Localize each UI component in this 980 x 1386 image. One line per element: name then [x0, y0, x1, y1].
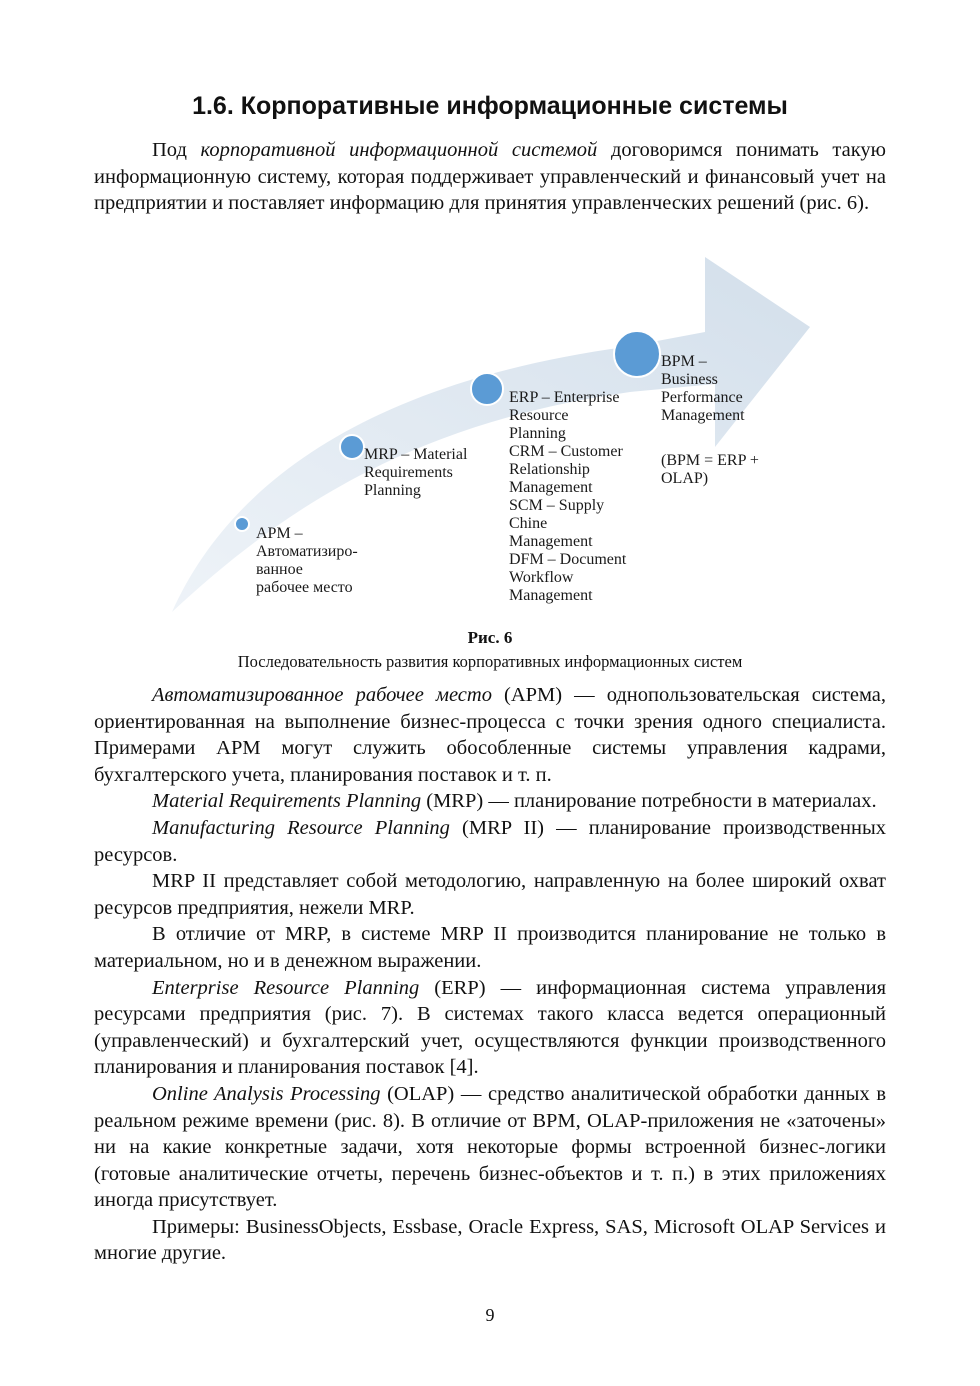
stage-label-bpm: BPM – Business Performance Management	[661, 353, 745, 424]
stage-label-erp: ERP – Enterprise Resource Planning CRM – Customer Relationship Management SCM – Supply Chine Management DFM – Document Workflow Management	[509, 389, 627, 604]
intro-paragraph	[94, 137, 886, 217]
intro-rest: договоримся понимать такую информационную систему, которая поддерживает управленческий и финансовый учет на предприятии и поставляет информацию для принятия управленческих решений (рис. 6).	[94, 139, 886, 215]
paragraph-olap: Online Analysis Processing (OLAP) — средство аналитической обработки данных в реальном режиме времени (рис. 8). В отличие от BPM, OLAP-приложения не «заточены» ни на какие конкретные задачи, хотя некоторые формы встроенной бизнес-логики (готовые аналитические отчеты, перечень бизнес-объектов и т. п.) в этих приложениях иногда присутствует.	[94, 1082, 886, 1212]
paragraph-mrp2: Manufacturing Resource Planning (MRP II) — планирование производственных ресурсов.	[94, 816, 886, 866]
evolution-figure	[160, 252, 820, 622]
body-text	[94, 682, 886, 1267]
stage-dot-erp	[471, 373, 503, 405]
intro-lead: Под	[152, 139, 201, 161]
intro-term: корпоративной информационной системой	[200, 139, 598, 161]
paragraph-mrp: Material Requirements Planning (MRP) — планирование потребности в материалах.	[152, 790, 877, 813]
stage-dot-bpm	[614, 331, 660, 377]
stage-label-mrp: MRP – Material Requirements Planning	[364, 446, 468, 499]
paragraph-mrp2-method: MRP II представляет собой методологию, направленную на более широкий охват ресурсов предприятия, нежели MRP.	[94, 870, 886, 919]
paragraph-examples: Примеры: BusinessObjects, Essbase, Oracle Express, SAS, Microsoft OLAP Services и многие другие.	[94, 1215, 886, 1265]
paragraph-erp: Enterprise Resource Planning (ERP) — информационная система управления ресурсами предприятия (рис. 7). В системах такого класса ведется операционный (управленческий) и бухгалтерский учет, осуществляются функции производственного планирования и планирования поставок [4].	[94, 976, 886, 1079]
stage-dot-mrp	[340, 435, 364, 459]
stage-label-arm: АРМ – Автоматизиро- ванное рабочее место	[256, 525, 358, 596]
bpm-formula: (BPM = ERP + OLAP)	[661, 452, 759, 487]
figure-caption-title: Рис. 6	[467, 628, 513, 647]
section-title: 1.6. Корпоративные информационные системы	[192, 92, 788, 120]
figure-caption-text: Последовательность развития корпоративных информационных систем	[237, 652, 743, 671]
paragraph-arm: Автоматизированное рабочее место (АРМ) — однопользовательская система, ориентированная на выполнение бизнес-процесса с точки зрения одного специалиста. Примерами АРМ могут служить обособленные системы управления кадрами, бухгалтерского учета, планирования поставок и т. п.	[94, 684, 887, 786]
paragraph-mrp-diff: В отличие от MRP, в системе MRP II производится планирование не только в материальном, но и в денежном выражении.	[94, 923, 886, 972]
stage-dot-arm	[235, 517, 249, 531]
page-number: 9	[485, 1305, 495, 1325]
